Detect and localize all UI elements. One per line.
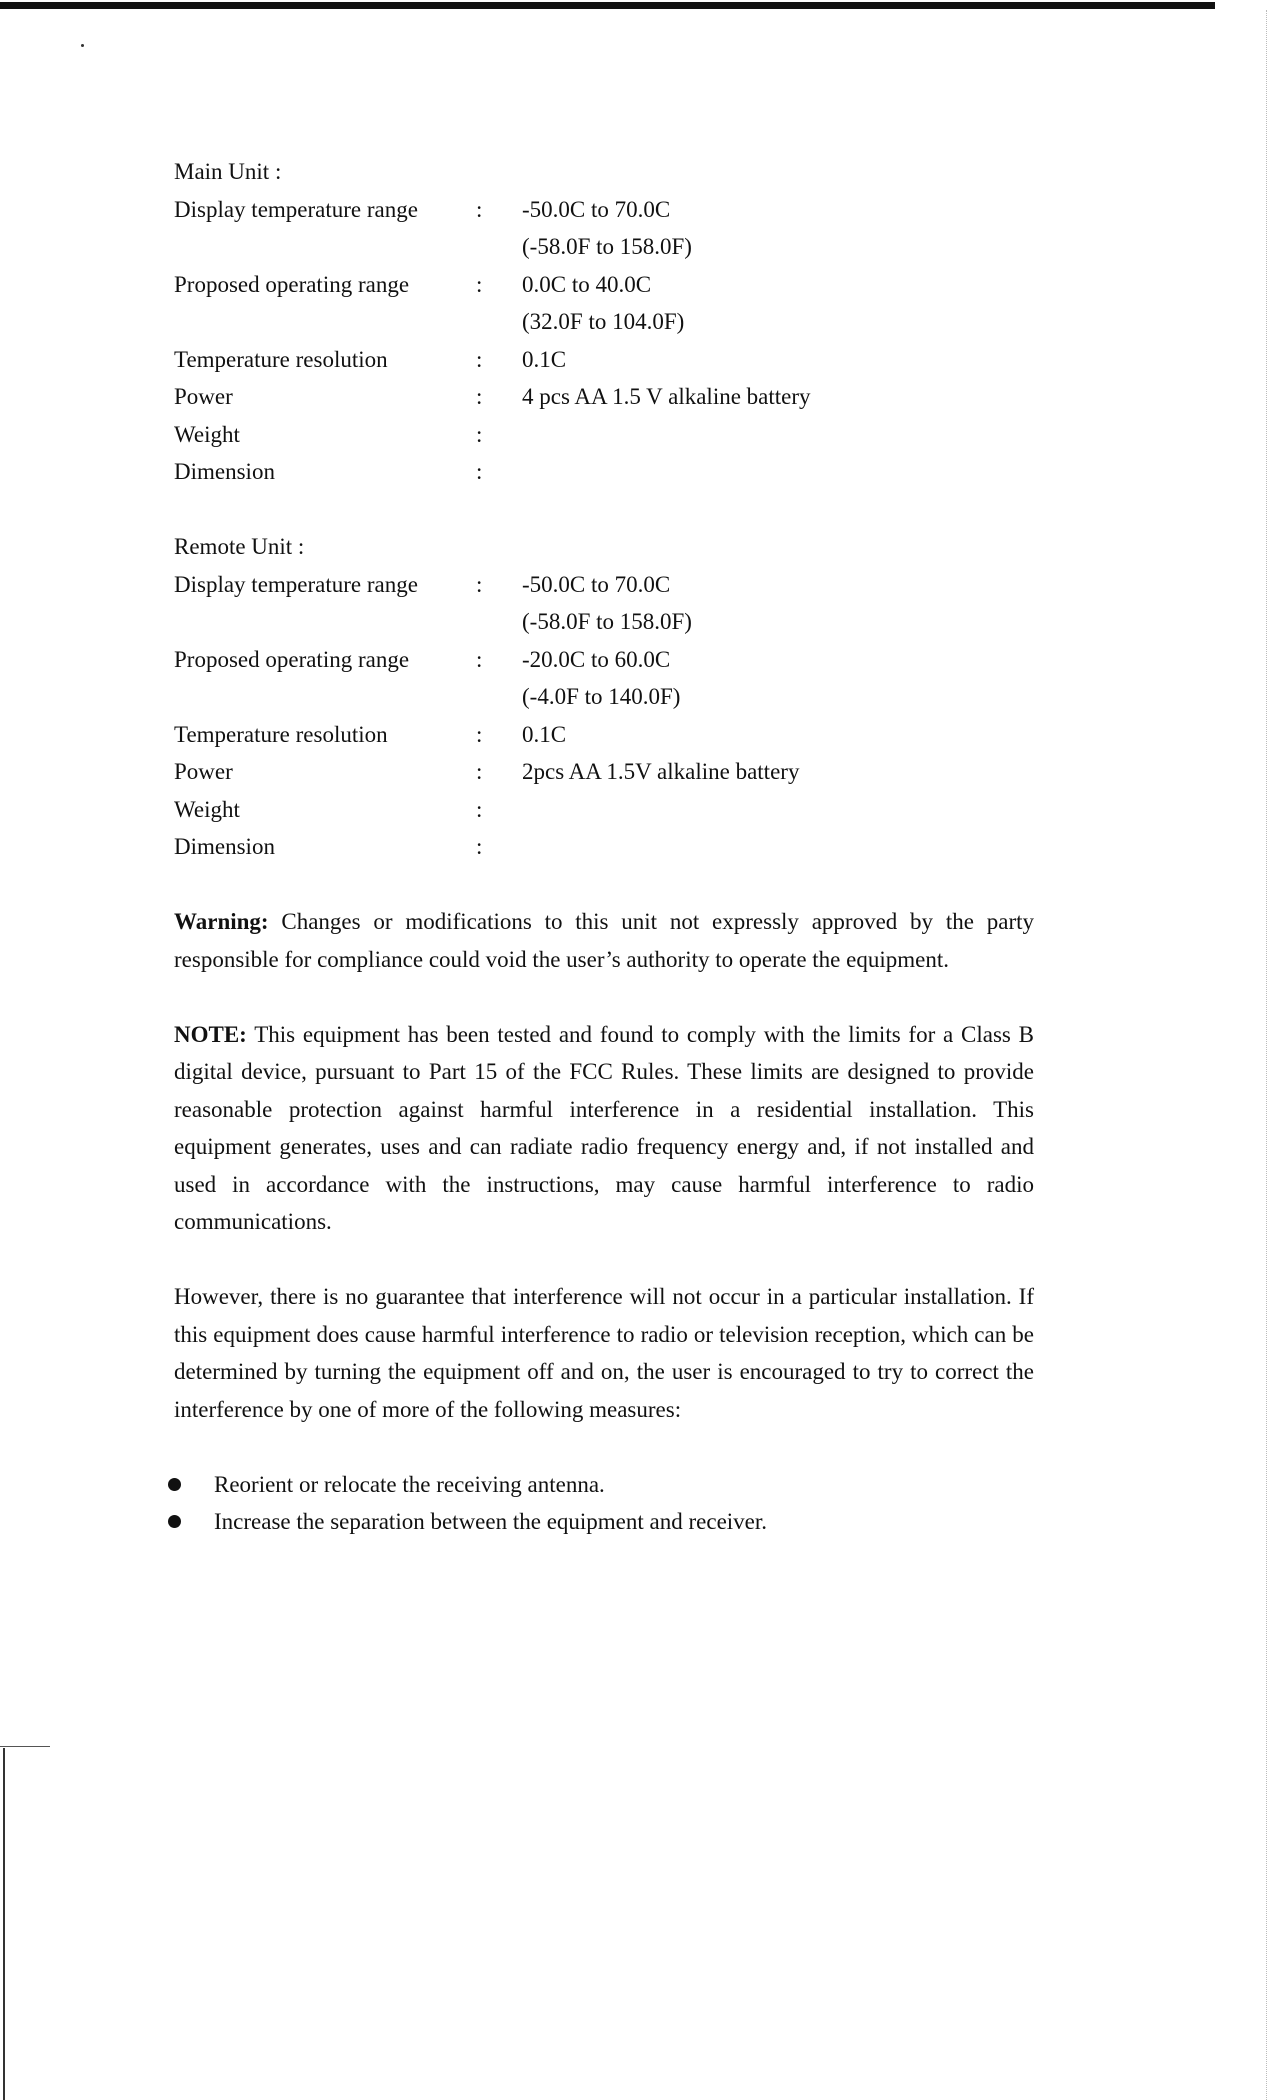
- spec-label: Display temperature range: [174, 196, 418, 222]
- spec-value: 4 pcs AA 1.5 V alkaline battery: [522, 384, 811, 409]
- colon: :: [476, 384, 483, 409]
- spec-row-cont: [174, 303, 1034, 341]
- note-label: NOTE:: [174, 1021, 247, 1047]
- bullet-icon: [168, 1515, 181, 1528]
- note-paragraph: [174, 1016, 1034, 1241]
- colon: :: [476, 571, 483, 597]
- spec-row: [174, 716, 1034, 754]
- spec-row: [174, 641, 1034, 679]
- spec-label: Proposed operating range: [174, 646, 410, 672]
- spec-row-cont: [174, 678, 1034, 716]
- colon: :: [476, 271, 483, 297]
- spec-row: [174, 828, 1034, 866]
- colon: :: [476, 459, 483, 484]
- document-body: [174, 153, 1034, 1541]
- spec-row: [174, 753, 1034, 791]
- spec-row: [174, 378, 1034, 416]
- spec-label: Dimension: [174, 834, 275, 859]
- top-border: [0, 2, 1215, 9]
- spec-value: 2pcs AA 1.5V alkaline battery: [522, 759, 800, 784]
- spec-value: -50.0C to 70.0C: [522, 571, 671, 597]
- spec-value: -50.0C to 70.0C: [522, 196, 671, 222]
- spec-label: Power: [174, 759, 233, 784]
- spec-label: Proposed operating range: [174, 271, 410, 297]
- bullet-icon: [168, 1478, 181, 1491]
- spec-value: 0.1C: [522, 721, 567, 747]
- spec-row: [174, 416, 1034, 454]
- measures-list: [174, 1466, 1034, 1541]
- colon: :: [476, 759, 483, 784]
- section-title: Main Unit :: [174, 159, 282, 184]
- colon: :: [476, 834, 483, 859]
- spec-value: (-4.0F to 140.0F): [522, 684, 681, 709]
- spec-row: [174, 566, 1034, 604]
- note-text: This equipment has been tested and found to comply with the limits for a Class B digital device, pursuant to Part 15 of the FCC Rules. These limits are designed to provide reasonable protection against harmful interference in a residential installation. This equipment generates, uses and can radiate radio frequency energy and, if not installed and used in accordance with the instructions, may cause harmful interference to radio communications.: [174, 1021, 1034, 1234]
- colon: :: [476, 421, 483, 447]
- spec-label: Temperature resolution: [174, 721, 388, 747]
- main-unit-specs: [174, 153, 1034, 491]
- left-border-tick: [0, 1746, 50, 1747]
- list-item: [174, 1466, 1034, 1504]
- list-item-text: Increase the separation between the equipment and receiver.: [214, 1509, 768, 1534]
- right-edge: [1266, 10, 1267, 2100]
- warning-paragraph: [174, 903, 1034, 978]
- spec-value: -20.0C to 60.0C: [522, 646, 671, 672]
- spec-value: 0.0C to 40.0C: [522, 271, 652, 297]
- colon: :: [476, 646, 483, 672]
- scan-speck: [81, 44, 84, 47]
- however-paragraph: However, there is no guarantee that interference will not occur in a particular installation. If this equipment does cause harmful interference to radio or television reception, which can be determined by turning the equipment off and on, the user is encouraged to try to correct the interference by one of more of the following measures:: [174, 1284, 1034, 1422]
- spec-value: (32.0F to 104.0F): [522, 309, 685, 334]
- section-title: Remote Unit :: [174, 534, 305, 559]
- spec-value: 0.1C: [522, 346, 567, 372]
- spec-label: Display temperature range: [174, 571, 418, 597]
- spec-row-cont: [174, 228, 1034, 266]
- list-item: [174, 1503, 1034, 1541]
- colon: :: [476, 796, 483, 822]
- spec-label: Dimension: [174, 459, 275, 484]
- spec-label: Weight: [174, 796, 240, 822]
- list-item-text: Reorient or relocate the receiving antenna.: [214, 1471, 605, 1497]
- spec-row: [174, 453, 1034, 491]
- warning-label: Warning:: [174, 909, 269, 934]
- remote-unit-specs: [174, 528, 1034, 866]
- spec-value: (-58.0F to 158.0F): [522, 609, 692, 634]
- colon: :: [476, 721, 483, 747]
- spec-row: [174, 341, 1034, 379]
- spec-label: Power: [174, 384, 233, 409]
- spec-label: Temperature resolution: [174, 346, 388, 372]
- colon: :: [476, 346, 483, 372]
- spec-row: [174, 266, 1034, 304]
- warning-text: Changes or modifications to this unit not expressly approved by the party responsible for compliance could void the user’s authority to operate the equipment.: [174, 909, 1034, 972]
- spec-row: [174, 191, 1034, 229]
- spec-label: Weight: [174, 421, 240, 447]
- spec-value: (-58.0F to 158.0F): [522, 234, 692, 259]
- spec-row: [174, 791, 1034, 829]
- spec-row-cont: [174, 603, 1034, 641]
- colon: :: [476, 196, 483, 222]
- left-border: [3, 1748, 5, 2100]
